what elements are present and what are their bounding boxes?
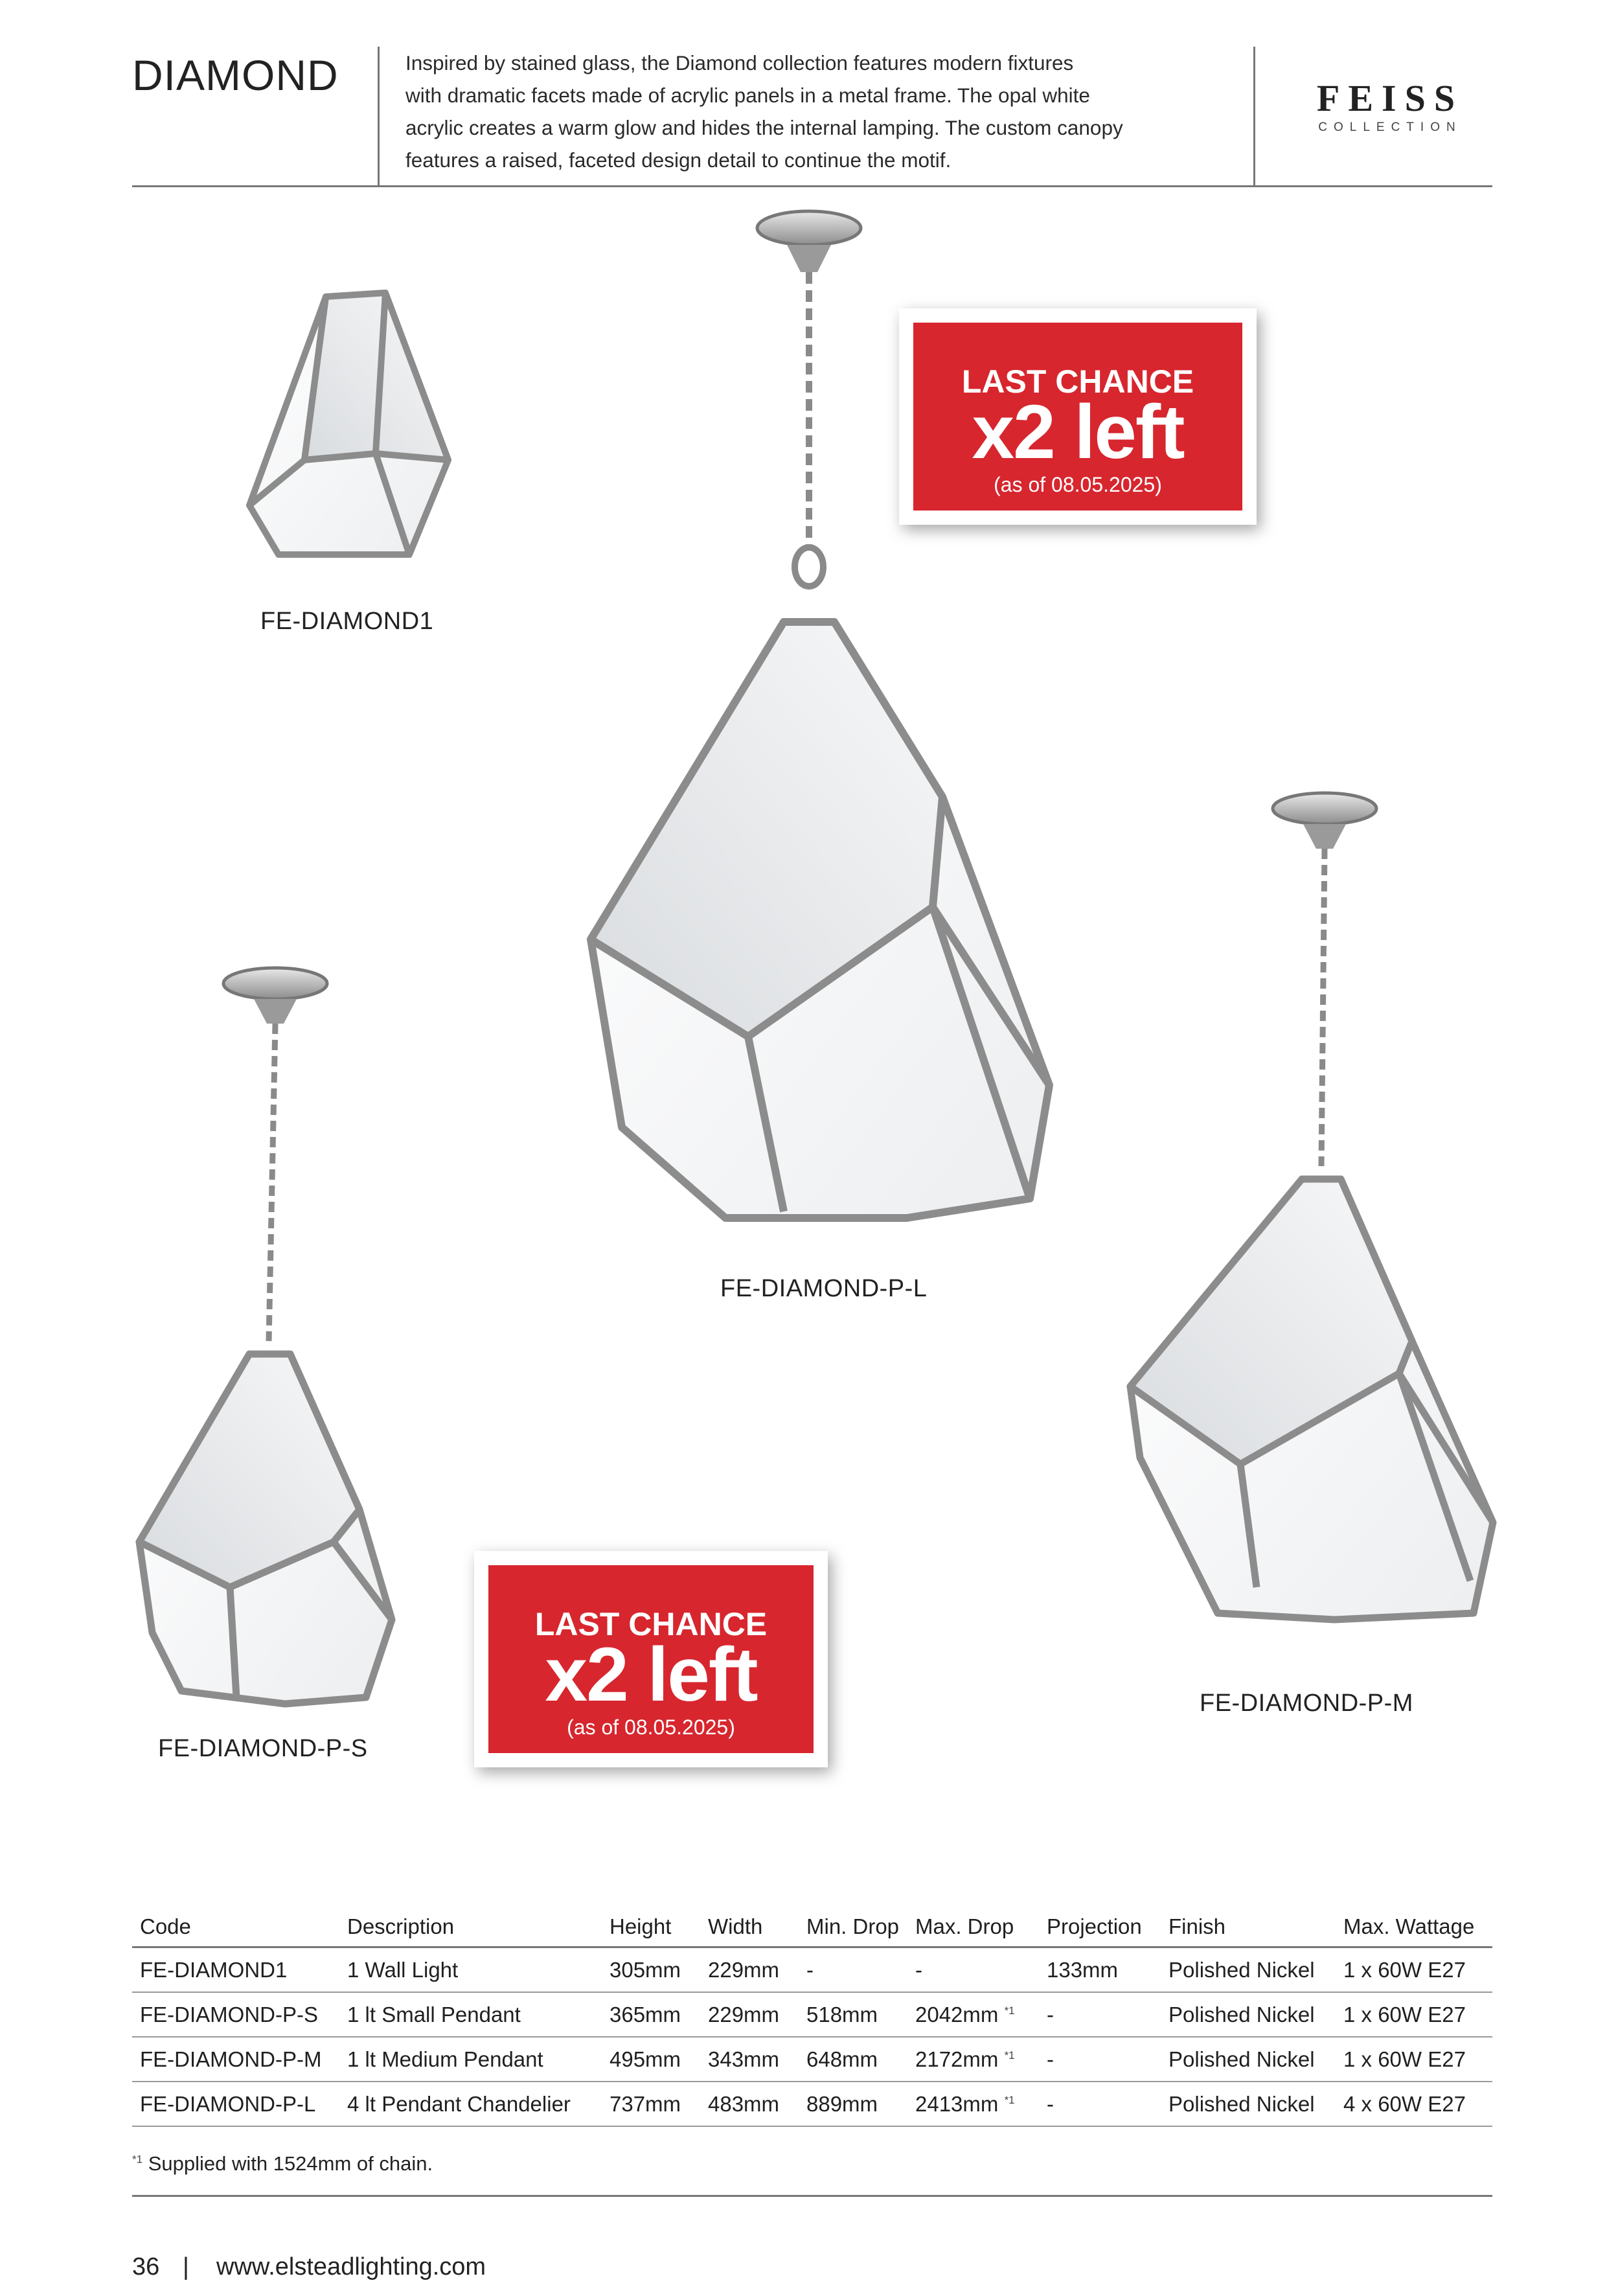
max-drop-value: 2042mm xyxy=(915,2002,999,2026)
cell-description: 4 lt Pendant Chandelier xyxy=(339,2082,602,2126)
table-row xyxy=(132,2037,1492,2082)
product-label-wall: FE-DIAMOND1 xyxy=(260,608,434,635)
cell-width: 483mm xyxy=(700,2082,799,2126)
spec-table xyxy=(132,1907,1492,2127)
cell-finish: Polished Nickel xyxy=(1161,1992,1336,2037)
cell-max-drop xyxy=(907,2082,1039,2126)
cell-finish: Polished Nickel xyxy=(1161,2037,1336,2082)
cell-projection: - xyxy=(1039,2037,1161,2082)
cell-wattage: 4 x 60W E27 xyxy=(1336,2082,1492,2126)
max-drop-value: 2413mm xyxy=(915,2091,999,2116)
footnote-text: Supplied with 1524mm of chain. xyxy=(142,2152,433,2175)
intro-line: features a raised, faceted design detail to continue the motif. xyxy=(405,148,951,172)
table-row xyxy=(132,1992,1492,2037)
col-header: Finish xyxy=(1168,1914,1226,1938)
product-label-medium: FE-DIAMOND-P-M xyxy=(1200,1690,1413,1717)
small-pendant-image xyxy=(139,968,392,1704)
badge-date: (as of 08.05.2025) xyxy=(994,473,1162,496)
cell-width: 343mm xyxy=(700,2037,799,2082)
col-header: Width xyxy=(708,1914,763,1938)
cell-code: FE-DIAMOND-P-M xyxy=(132,2037,339,2082)
footer-separator: | xyxy=(183,2253,189,2280)
badge-date: (as of 08.05.2025) xyxy=(567,1716,735,1739)
cell-description: 1 lt Medium Pendant xyxy=(339,2037,602,2082)
table-header-row xyxy=(132,1907,1492,1947)
cell-projection: - xyxy=(1039,1992,1161,2037)
brand-logo-sub: COLLECTION xyxy=(1318,121,1462,134)
badge-title: LAST CHANCE xyxy=(534,1606,768,1642)
cell-height: 365mm xyxy=(602,1992,700,2037)
col-header: Description xyxy=(347,1914,455,1938)
cell-wattage: 1 x 60W E27 xyxy=(1336,1947,1492,1993)
max-drop-value: 2172mm xyxy=(915,2047,999,2071)
intro-line: Inspired by stained glass, the Diamond collection features modern fixtures xyxy=(405,51,1074,75)
cell-min-drop: - xyxy=(799,1947,907,1993)
badge-count: x2 left xyxy=(545,1632,757,1717)
footnote-mark: *1 xyxy=(1004,2004,1015,2017)
last-chance-badge-bottom xyxy=(474,1551,828,1767)
cell-finish: Polished Nickel xyxy=(1161,1947,1336,1993)
cell-finish: Polished Nickel xyxy=(1161,2082,1336,2126)
intro-line: acrylic creates a warm glow and hides the internal lamping. The custom canopy xyxy=(405,116,1123,139)
col-header: Max. Wattage xyxy=(1343,1914,1475,1938)
cell-height: 737mm xyxy=(602,2082,700,2126)
footnote xyxy=(132,2152,433,2175)
footer-rule xyxy=(132,2195,1492,2197)
cell-min-drop: 518mm xyxy=(799,1992,907,2037)
max-drop-value: - xyxy=(915,1957,922,1982)
col-header: Max. Drop xyxy=(915,1914,1014,1938)
cell-projection: - xyxy=(1039,2082,1161,2126)
footnote-mark: *1 xyxy=(1004,2093,1015,2106)
cell-description: 1 Wall Light xyxy=(339,1947,602,1993)
page-number: 36 xyxy=(132,2253,160,2280)
cell-max-drop xyxy=(907,2037,1039,2082)
badge-panel xyxy=(913,323,1242,511)
cell-code: FE-DIAMOND-P-L xyxy=(132,2082,339,2126)
cell-width: 229mm xyxy=(700,1947,799,1993)
cell-min-drop: 889mm xyxy=(799,2082,907,2126)
footnote-mark: *1 xyxy=(132,2153,143,2166)
cell-code: FE-DIAMOND-P-S xyxy=(132,1992,339,2037)
cell-max-drop xyxy=(907,1947,1039,1993)
wall-light-image xyxy=(249,293,448,555)
badge-title: LAST CHANCE xyxy=(961,363,1194,400)
cell-max-drop xyxy=(907,1992,1039,2037)
col-header: Height xyxy=(610,1914,672,1938)
last-chance-badge-top xyxy=(899,308,1257,525)
cell-description: 1 lt Small Pendant xyxy=(339,1992,602,2037)
col-header: Projection xyxy=(1047,1914,1142,1938)
brand-logo: FEISS xyxy=(1316,77,1464,119)
cell-code: FE-DIAMOND1 xyxy=(132,1947,339,1993)
page-title: DIAMOND xyxy=(132,51,339,99)
cell-height: 495mm xyxy=(602,2037,700,2082)
cell-wattage: 1 x 60W E27 xyxy=(1336,1992,1492,2037)
col-header: Min. Drop xyxy=(806,1914,900,1938)
cell-min-drop: 648mm xyxy=(799,2037,907,2082)
website-link[interactable]: www.elsteadlighting.com xyxy=(216,2253,486,2280)
badge-panel xyxy=(488,1565,814,1753)
product-label-large: FE-DIAMOND-P-L xyxy=(720,1275,928,1302)
product-label-small: FE-DIAMOND-P-S xyxy=(158,1735,368,1762)
cell-width: 229mm xyxy=(700,1992,799,2037)
cell-projection: 133mm xyxy=(1039,1947,1161,1993)
badge-count: x2 left xyxy=(972,389,1184,475)
cell-height: 305mm xyxy=(602,1947,700,1993)
intro-line: with dramatic facets made of acrylic panels in a metal frame. The opal white xyxy=(405,84,1090,107)
table-row xyxy=(132,1947,1492,1993)
footnote-mark: *1 xyxy=(1004,2049,1015,2061)
cell-wattage: 1 x 60W E27 xyxy=(1336,2037,1492,2082)
medium-pendant-image xyxy=(1130,793,1493,1620)
col-header: Code xyxy=(140,1914,191,1938)
table-row xyxy=(132,2082,1492,2126)
